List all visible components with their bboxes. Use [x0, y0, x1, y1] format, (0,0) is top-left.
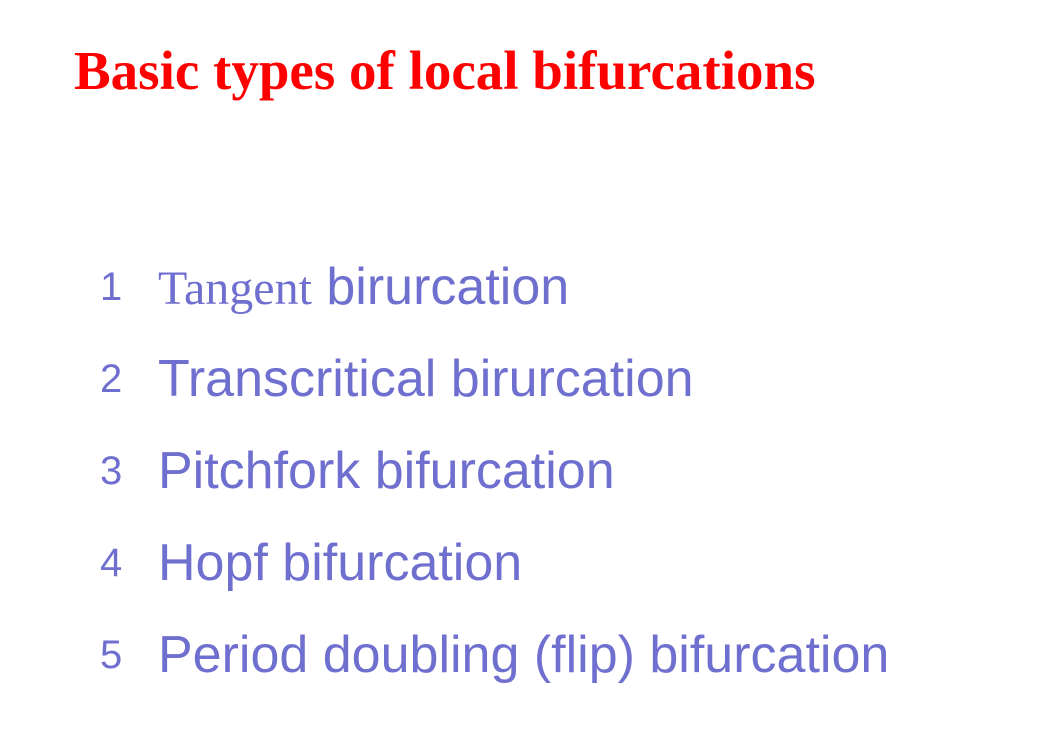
slide-title: Basic types of local bifurcations [74, 40, 816, 101]
list-item-label-serif: Tangent [158, 262, 312, 315]
list-item-label: Pitchfork bifurcation [158, 442, 615, 500]
list-item [100, 425, 889, 517]
list-item-number: 3 [100, 448, 123, 493]
list-item-label: Period doubling (flip) bifurcation [158, 626, 890, 684]
list-item-number: 1 [100, 264, 123, 309]
list-item-number: 2 [100, 356, 123, 401]
list-item-number: 4 [100, 540, 123, 585]
list-item-label-rest: birurcation [311, 258, 570, 316]
list-item [100, 609, 889, 701]
list-item-label [158, 257, 569, 317]
list-item-number: 5 [100, 632, 123, 677]
list-item [100, 333, 889, 425]
list-item [100, 517, 889, 609]
list-item [100, 241, 889, 333]
list-item-label: Hopf bifurcation [158, 534, 523, 592]
bifurcation-list [100, 241, 889, 701]
list-item-label: Transcritical birurcation [158, 350, 694, 408]
